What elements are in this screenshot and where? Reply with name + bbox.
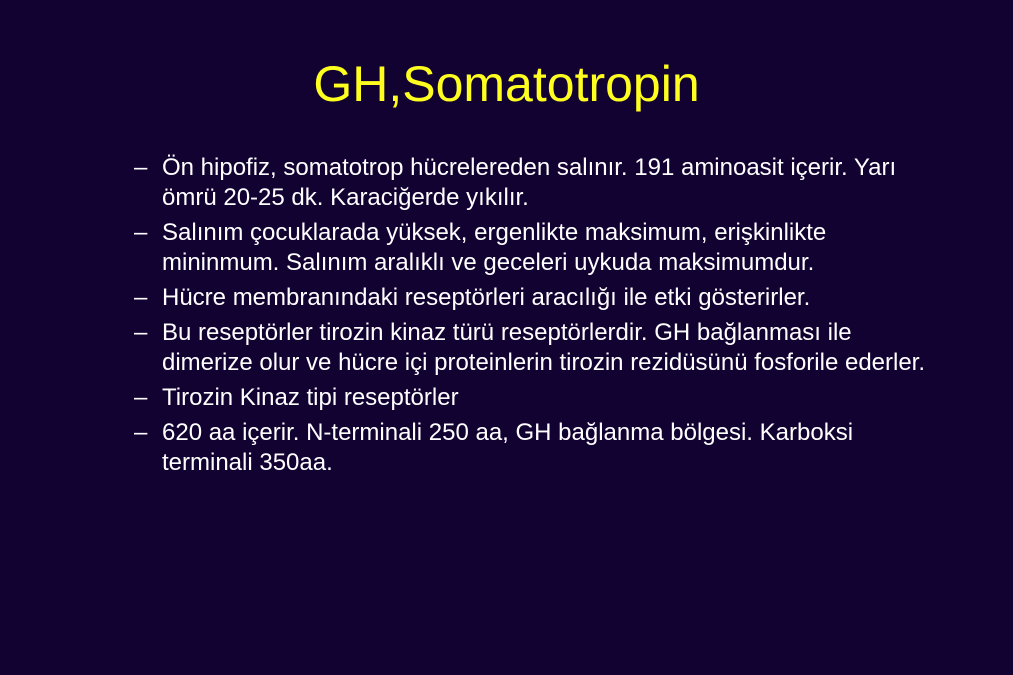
bullet-item	[134, 153, 944, 213]
bullet-text: 620 aa içerir. N-terminali 250 aa, GH bağlanma bölgesi. Karboksi terminali 350aa.	[162, 419, 854, 476]
bullet-item	[134, 383, 944, 413]
bullet-item	[134, 283, 944, 313]
bullet-item	[134, 218, 944, 278]
bullet-dash-icon: –	[134, 154, 148, 181]
bullet-dash-icon: –	[134, 384, 148, 411]
bullet-dash-icon: –	[134, 219, 148, 246]
bullet-text: Ön hipofiz, somatotrop hücrelereden salınır. 191 aminoasit içerir. Yarı ömrü 20-25 dk. Karaciğerde yıkılır.	[162, 154, 897, 211]
bullet-dash-icon: –	[134, 284, 148, 311]
bullet-item	[134, 318, 944, 378]
bullet-dash-icon: –	[134, 319, 148, 346]
bullet-text: Salınım çocuklarada yüksek, ergenlikte maksimum, erişkinlikte mininmum. Salınım aralıklı ve geceleri uykuda maksimumdur.	[162, 219, 827, 276]
bullet-text: Tirozin Kinaz tipi reseptörler	[162, 384, 459, 411]
bullet-dash-icon: –	[134, 419, 148, 446]
bullet-text: Hücre membranındaki reseptörleri aracılığı ile etki gösterirler.	[162, 284, 811, 311]
bullet-item	[134, 418, 944, 478]
bullet-text: Bu reseptörler tirozin kinaz türü reseptörlerdir. GH bağlanması ile dimerize olur ve hücre içi proteinlerin tirozin rezidüsünü fosforile ederler.	[162, 319, 926, 376]
slide-title: GH,Somatotropin	[313, 56, 700, 112]
bullet-list	[134, 153, 944, 483]
